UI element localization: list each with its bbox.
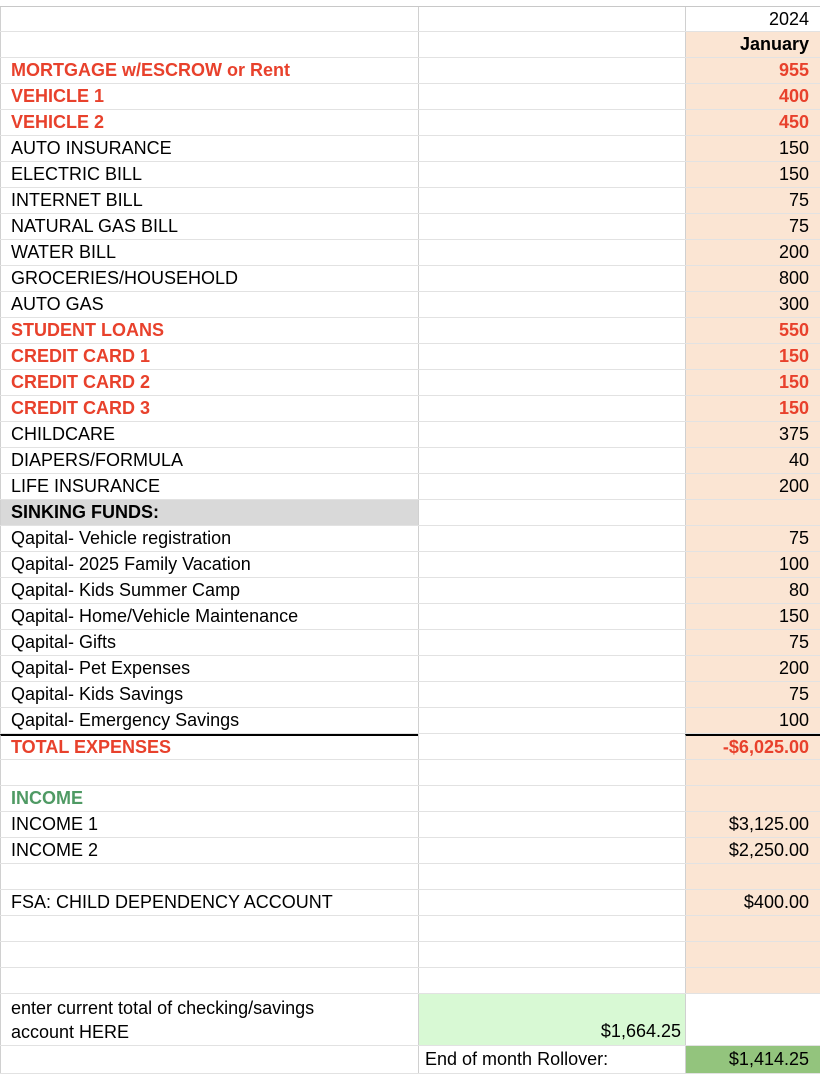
checking-value: $1,664.25: [600, 1021, 681, 1041]
checking-row: [0, 994, 820, 1046]
sinking-fund-label: Qapital- Gifts: [11, 632, 117, 652]
expense-row: [0, 344, 820, 370]
expense-label: MORTGAGE w/ESCROW or Rent: [11, 60, 290, 80]
expense-label-cell[interactable]: [0, 162, 418, 187]
cell[interactable]: [0, 942, 418, 967]
cell[interactable]: [0, 32, 418, 57]
expense-label: AUTO INSURANCE: [11, 138, 172, 158]
cell[interactable]: [418, 240, 685, 265]
expense-label-cell[interactable]: [0, 58, 418, 83]
cell[interactable]: [418, 890, 685, 915]
sinking-fund-value-cell[interactable]: [685, 604, 820, 629]
expense-value: 375: [778, 424, 809, 444]
sinking-fund-label-cell[interactable]: [0, 708, 418, 733]
expense-label-cell[interactable]: [0, 344, 418, 369]
expense-label-cell[interactable]: [0, 110, 418, 135]
sheet-row: [0, 916, 820, 942]
expense-value: 40: [788, 450, 809, 470]
sinking-fund-value: 75: [788, 684, 809, 704]
expense-label: STUDENT LOANS: [11, 320, 164, 340]
sinking-fund-value: 75: [788, 632, 809, 652]
expense-label: INTERNET BILL: [11, 190, 143, 210]
expense-label-cell[interactable]: [0, 136, 418, 161]
expense-label-cell[interactable]: [0, 214, 418, 239]
sheet-row: [0, 6, 820, 32]
expense-value: 955: [778, 60, 809, 80]
sinking-fund-label: Qapital- 2025 Family Vacation: [11, 554, 251, 574]
sinking-fund-row: [0, 552, 820, 578]
sinking-fund-value-cell[interactable]: [685, 656, 820, 681]
cell[interactable]: [0, 760, 418, 785]
sinking-fund-label: Qapital- Emergency Savings: [11, 710, 240, 730]
sinking-fund-value: 80: [788, 580, 809, 600]
expense-label-cell[interactable]: [0, 318, 418, 343]
sinking-fund-value-cell[interactable]: [685, 526, 820, 551]
rollover-value-cell[interactable]: [685, 1046, 820, 1073]
expense-row: [0, 318, 820, 344]
sinking-fund-value-cell[interactable]: [685, 630, 820, 655]
cell[interactable]: [418, 188, 685, 213]
cell[interactable]: [685, 994, 820, 1045]
cell[interactable]: [418, 812, 685, 837]
cell[interactable]: [418, 968, 685, 993]
expense-label: AUTO GAS: [11, 294, 104, 314]
cell[interactable]: [685, 786, 820, 811]
expense-label: CREDIT CARD 1: [11, 346, 151, 366]
fsa-label-cell[interactable]: [0, 890, 418, 915]
expense-label: CREDIT CARD 3: [11, 398, 151, 418]
cell[interactable]: [0, 864, 418, 889]
expense-label-cell[interactable]: [0, 292, 418, 317]
cell[interactable]: [418, 526, 685, 551]
sinking-fund-label-cell[interactable]: [0, 656, 418, 681]
expense-value-cell[interactable]: [685, 214, 820, 239]
expense-value-cell[interactable]: [685, 162, 820, 187]
total-expenses-value: -$6,025.00: [722, 737, 809, 757]
income-row: [0, 838, 820, 864]
expense-label-cell[interactable]: [0, 396, 418, 421]
expense-value: 150: [778, 346, 809, 366]
cell[interactable]: [418, 786, 685, 811]
income-header-cell[interactable]: [0, 786, 418, 811]
cell[interactable]: [418, 318, 685, 343]
expense-label: VEHICLE 2: [11, 112, 105, 132]
expense-row: [0, 448, 820, 474]
expense-value: 200: [778, 476, 809, 496]
expense-label: GROCERIES/HOUSEHOLD: [11, 268, 239, 288]
cell[interactable]: [418, 552, 685, 577]
expense-label: LIFE INSURANCE: [11, 476, 161, 496]
expense-label-cell[interactable]: [0, 370, 418, 395]
cell[interactable]: [418, 916, 685, 941]
income-label-cell[interactable]: [0, 838, 418, 863]
sheet-row: [0, 968, 820, 994]
expense-label: WATER BILL: [11, 242, 117, 262]
expense-label: ELECTRIC BILL: [11, 164, 143, 184]
fsa-row: [0, 890, 820, 916]
rollover-value: $1,414.25: [728, 1049, 809, 1069]
expense-label-cell[interactable]: [0, 188, 418, 213]
total-expenses-row: [0, 734, 820, 760]
sinking-fund-label: Qapital- Home/Vehicle Maintenance: [11, 606, 299, 626]
expense-row: [0, 110, 820, 136]
cell[interactable]: [418, 838, 685, 863]
fsa-value: $400.00: [743, 892, 809, 912]
sinking-funds-header-label: SINKING FUNDS:: [11, 502, 159, 522]
expense-value-cell[interactable]: [685, 318, 820, 343]
cell[interactable]: [418, 734, 685, 759]
sinking-fund-label: Qapital- Kids Summer Camp: [11, 580, 241, 600]
expense-value: 150: [778, 372, 809, 392]
expense-value: 150: [778, 138, 809, 158]
cell[interactable]: [418, 708, 685, 733]
cell[interactable]: [418, 110, 685, 135]
checking-label: enter current total of checking/savings account HERE: [11, 998, 315, 1042]
expense-row: [0, 474, 820, 500]
expense-value-cell[interactable]: [685, 292, 820, 317]
expense-label-cell[interactable]: [0, 448, 418, 473]
sheet-row: [0, 760, 820, 786]
sheet-row: [0, 864, 820, 890]
sheet-row: [0, 500, 820, 526]
cell[interactable]: [0, 7, 418, 31]
cell[interactable]: [418, 396, 685, 421]
expense-label-cell[interactable]: [0, 422, 418, 447]
sinking-fund-label: Qapital- Vehicle registration: [11, 528, 232, 548]
sinking-fund-label-cell[interactable]: [0, 682, 418, 707]
expense-row: [0, 214, 820, 240]
sinking-fund-label: Qapital- Pet Expenses: [11, 658, 191, 678]
cell[interactable]: [418, 604, 685, 629]
expense-value: 300: [778, 294, 809, 314]
income-label: INCOME 2: [11, 840, 99, 860]
income-value-cell[interactable]: [685, 812, 820, 837]
expense-value-cell[interactable]: [685, 136, 820, 161]
expense-label: CHILDCARE: [11, 424, 116, 444]
expense-value: 550: [778, 320, 809, 340]
cell[interactable]: [418, 942, 685, 967]
sinking-fund-label-cell[interactable]: [0, 630, 418, 655]
expense-row: [0, 396, 820, 422]
cell[interactable]: [418, 292, 685, 317]
expense-row: [0, 84, 820, 110]
sinking-fund-label-cell[interactable]: [0, 604, 418, 629]
sinking-fund-label-cell[interactable]: [0, 526, 418, 551]
sinking-fund-row: [0, 578, 820, 604]
cell[interactable]: [685, 916, 820, 941]
checking-label-cell[interactable]: [0, 994, 418, 1045]
cell[interactable]: [418, 58, 685, 83]
sinking-fund-label: Qapital- Kids Savings: [11, 684, 184, 704]
sinking-fund-label-cell[interactable]: [0, 578, 418, 603]
expense-value-cell[interactable]: [685, 396, 820, 421]
income-label: INCOME 1: [11, 814, 99, 834]
income-value: $3,125.00: [728, 814, 809, 834]
cell[interactable]: [685, 968, 820, 993]
cell[interactable]: [418, 370, 685, 395]
sinking-fund-value: 200: [778, 658, 809, 678]
expense-value: 150: [778, 398, 809, 418]
sheet-row: [0, 786, 820, 812]
cell[interactable]: [418, 84, 685, 109]
expense-value-cell[interactable]: [685, 266, 820, 291]
expense-value-cell[interactable]: [685, 110, 820, 135]
sinking-fund-value: 100: [778, 710, 809, 730]
expense-value-cell[interactable]: [685, 58, 820, 83]
rollover-row: [0, 1046, 820, 1074]
expense-value-cell[interactable]: [685, 448, 820, 473]
cell[interactable]: [418, 630, 685, 655]
expense-row: [0, 266, 820, 292]
sinking-fund-row: [0, 630, 820, 656]
cell[interactable]: [418, 578, 685, 603]
rollover-label: End of month Rollover:: [425, 1049, 609, 1069]
sinking-fund-value-cell[interactable]: [685, 578, 820, 603]
cell[interactable]: [685, 942, 820, 967]
expense-value: 800: [778, 268, 809, 288]
income-header: INCOME: [11, 788, 83, 808]
cell[interactable]: [685, 864, 820, 889]
sinking-fund-value: 75: [788, 528, 809, 548]
income-value-cell[interactable]: [685, 838, 820, 863]
expense-row: [0, 188, 820, 214]
expense-row: [0, 240, 820, 266]
expense-label-cell[interactable]: [0, 266, 418, 291]
cell[interactable]: [0, 916, 418, 941]
sinking-fund-label-cell[interactable]: [0, 552, 418, 577]
expense-label: NATURAL GAS BILL: [11, 216, 179, 236]
cell[interactable]: [685, 500, 820, 525]
expense-value: 400: [778, 86, 809, 106]
sinking-fund-row: [0, 682, 820, 708]
expense-value-cell[interactable]: [685, 422, 820, 447]
expense-label: VEHICLE 1: [11, 86, 105, 106]
total-expenses-label: TOTAL EXPENSES: [11, 737, 172, 757]
sinking-fund-row: [0, 604, 820, 630]
expense-row: [0, 162, 820, 188]
cell[interactable]: [418, 864, 685, 889]
cell[interactable]: [418, 682, 685, 707]
cell[interactable]: [418, 214, 685, 239]
expense-value: 200: [778, 242, 809, 262]
expense-label-cell[interactable]: [0, 240, 418, 265]
sinking-fund-value: 150: [778, 606, 809, 626]
sinking-fund-value: 100: [778, 554, 809, 574]
cell[interactable]: [0, 1046, 418, 1073]
total-expenses-value-cell[interactable]: [685, 734, 820, 759]
expense-value-cell[interactable]: [685, 188, 820, 213]
expense-label: CREDIT CARD 2: [11, 372, 151, 392]
income-value: $2,250.00: [728, 840, 809, 860]
rollover-label-cell[interactable]: [418, 1046, 685, 1073]
month-cell[interactable]: [685, 32, 820, 57]
cell[interactable]: [418, 136, 685, 161]
cell[interactable]: [418, 422, 685, 447]
expense-label-cell[interactable]: [0, 474, 418, 499]
fsa-value-cell[interactable]: [685, 890, 820, 915]
year-label: 2024: [768, 8, 809, 29]
fsa-label: FSA: CHILD DEPENDENCY ACCOUNT: [11, 892, 333, 912]
cell[interactable]: [418, 7, 685, 31]
year-cell[interactable]: [685, 7, 820, 31]
cell[interactable]: [418, 448, 685, 473]
sinking-fund-value-cell[interactable]: [685, 682, 820, 707]
expense-row: [0, 422, 820, 448]
cell[interactable]: [418, 344, 685, 369]
expense-value: 450: [778, 112, 809, 132]
month-label: January: [739, 34, 809, 54]
income-label-cell[interactable]: [0, 812, 418, 837]
expense-value-cell[interactable]: [685, 240, 820, 265]
cell[interactable]: [0, 968, 418, 993]
expense-row: [0, 292, 820, 318]
total-expenses-label-cell[interactable]: [0, 734, 418, 759]
sinking-fund-value-cell[interactable]: [685, 552, 820, 577]
sheet-row: [0, 942, 820, 968]
sinking-fund-row: [0, 708, 820, 734]
cell[interactable]: [418, 266, 685, 291]
cell[interactable]: [418, 162, 685, 187]
expense-value-cell[interactable]: [685, 344, 820, 369]
expense-value: 75: [788, 216, 809, 236]
sinking-fund-row: [0, 656, 820, 682]
sinking-fund-value-cell[interactable]: [685, 708, 820, 733]
sheet-row: [0, 32, 820, 58]
expense-value-cell[interactable]: [685, 84, 820, 109]
expense-row: [0, 136, 820, 162]
cell[interactable]: [418, 760, 685, 785]
expense-value: 150: [778, 164, 809, 184]
expense-value: 75: [788, 190, 809, 210]
cell[interactable]: [418, 656, 685, 681]
checking-input-cell[interactable]: [418, 994, 685, 1045]
expense-row: [0, 370, 820, 396]
expense-label: DIAPERS/FORMULA: [11, 450, 184, 470]
sinking-funds-header[interactable]: [0, 500, 418, 525]
cell[interactable]: [685, 760, 820, 785]
expense-row: [0, 58, 820, 84]
cell[interactable]: [418, 32, 685, 57]
sinking-fund-row: [0, 526, 820, 552]
cell[interactable]: [418, 500, 685, 525]
expense-label-cell[interactable]: [0, 84, 418, 109]
cell[interactable]: [418, 474, 685, 499]
expense-value-cell[interactable]: [685, 474, 820, 499]
income-row: [0, 812, 820, 838]
expense-value-cell[interactable]: [685, 370, 820, 395]
